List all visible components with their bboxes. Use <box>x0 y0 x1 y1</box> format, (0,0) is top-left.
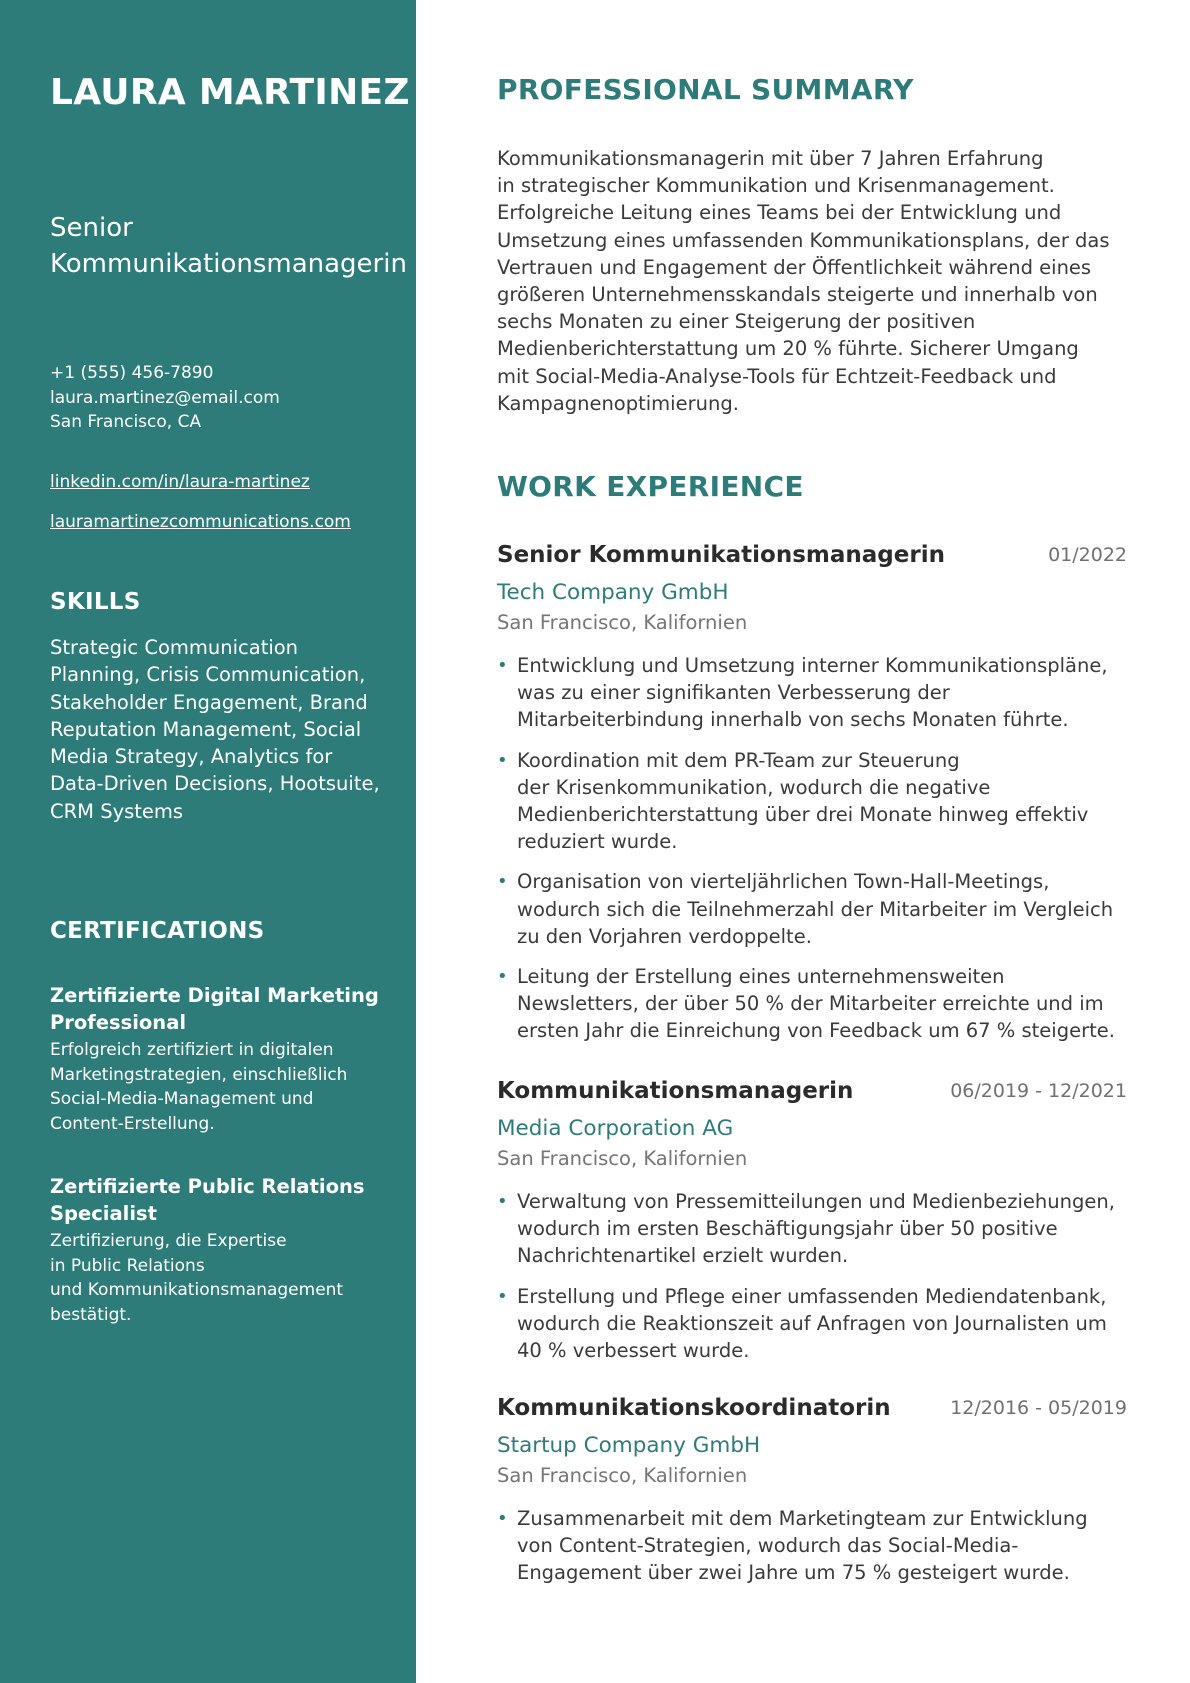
bullet-item <box>497 652 1127 734</box>
summary-text: Kommunikationsmanagerin mit über 7 Jahren Erfahrung in strategischer Kommunikation und Krisenmanagement. Erfolgreiche Leitung eines Teams bei der Entwicklung und Umsetzung eines umfassenden Kommunikationsplans, der das Vertrauen und Engagement der Öffentlichkeit während eines größeren Unternehmensskandals steigerte und innerhalb von sechs Monaten zu einer Steigerung der positiven Medienberichterstattung um 20 % führte. Sicherer Umgang mit Social-Media-Analyse-Tools für Echtzeit-Feedback und Kampagnenoptimierung. <box>497 147 1110 415</box>
certification-title: Zertifizierte Digital Marketing Professional <box>50 984 379 1034</box>
website-link[interactable]: lauramartinezcommunications.com <box>50 512 351 532</box>
phone: +1 (555) 456-7890 <box>50 363 214 383</box>
bullet-text: Verwaltung von Pressemitteilungen und Medienbeziehungen, wodurch im ersten Beschäftigungsjahr über 50 positive Nachrichtenartikel erzielt wurden. <box>517 1190 1115 1268</box>
bullet-item <box>497 868 1127 950</box>
job-entry <box>497 1078 1127 1377</box>
contact-block <box>50 361 280 435</box>
bullet-text: Erstellung und Pflege einer umfassenden Mediendatenbank, wodurch die Reaktionszeit auf Anfragen von Journalisten um 40 % verbessert wurde. <box>517 1284 1107 1363</box>
certification-title: Zertifizierte Public Relations Specialist <box>50 1175 365 1225</box>
bullet-item <box>497 1505 1127 1587</box>
candidate-role: Senior Kommunikationsmanagerin <box>50 213 407 279</box>
work-heading: WORK EXPERIENCE <box>497 470 804 503</box>
job-date: 12/2016 - 05/2019 <box>950 1397 1127 1419</box>
summary-heading: PROFESSIONAL SUMMARY <box>497 73 914 106</box>
bullet-text: Koordination mit dem PR-Team zur Steuerung der Krisenkommunikation, wodurch die negative Medienberichterstattung über drei Monate hinweg effektiv reduziert wurde. <box>517 748 1089 854</box>
location: San Francisco, CA <box>50 412 202 432</box>
job-title: Senior Kommunikationsmanagerin <box>497 542 945 568</box>
company-name: Startup Company GmbH <box>497 1433 761 1458</box>
company-name: Tech Company GmbH <box>497 580 729 605</box>
job-location: San Francisco, Kalifornien <box>497 611 748 634</box>
sidebar <box>0 0 416 1683</box>
certification-description: Zertifizierung, die Expertise in Public Relations und Kommunikationsmanagement bestätigt. <box>50 1231 344 1325</box>
certifications-heading: CERTIFICATIONS <box>50 918 265 944</box>
skills-heading: SKILLS <box>50 589 141 615</box>
bullet-icon: • <box>497 1285 508 1307</box>
job-bullets <box>497 1188 1127 1364</box>
bullet-icon: • <box>497 655 508 676</box>
bullet-item <box>497 1188 1127 1270</box>
candidate-name: LAURA MARTINEZ <box>50 72 410 113</box>
job-date: 06/2019 - 12/2021 <box>950 1080 1127 1102</box>
job-title: Kommunikationskoordinatorin <box>497 1395 891 1421</box>
bullet-item <box>497 747 1127 856</box>
bullet-text: Zusammenarbeit mit dem Marketingteam zur Entwicklung von Content-Strategien, wodurch das Social-Media-Engagement über zwei Jahre um 75 % gesteigert wurde. <box>517 1507 1088 1585</box>
bullet-text: Entwicklung und Umsetzung interner Kommunikationspläne, was zu einer signifikanten Verbesserung der Mitarbeiterbindung innerhalb von sechs Monaten führte. <box>517 654 1108 732</box>
main-content <box>416 0 1190 1683</box>
bullet-text: Organisation von vierteljährlichen Town-Hall-Meetings, wodurch sich die Teilnehmerzahl der Mitarbeiter im Vergleich zu den Vorjahren verdoppelte. <box>517 870 1114 948</box>
certification-item <box>50 982 380 1136</box>
email[interactable]: laura.martinez@email.com <box>50 387 280 408</box>
bullet-icon: • <box>497 749 508 771</box>
bullet-icon: • <box>497 1508 508 1529</box>
skills-text: Strategic Communication Planning, Crisis Communication, Stakeholder Engagement, Brand Reputation Management, Social Media Strategy, Analytics for Data-Driven Decisions, Hootsuite, CRM Systems <box>50 636 380 823</box>
company-name: Media Corporation AG <box>497 1116 734 1141</box>
job-date: 01/2022 <box>1048 544 1127 566</box>
bullet-item <box>497 963 1127 1045</box>
job-location: San Francisco, Kalifornien <box>497 1147 748 1170</box>
job-location: San Francisco, Kalifornien <box>497 1464 748 1487</box>
job-title: Kommunikationsmanagerin <box>497 1078 854 1104</box>
job-bullets <box>497 652 1127 1045</box>
job-bullets <box>497 1505 1127 1587</box>
bullet-item <box>497 1283 1127 1365</box>
bullet-icon: • <box>497 871 508 893</box>
certification-description: Erfolgreich zertifiziert in digitalen Marketingstrategien, einschließlich Social-Media-Management und Content-Erstellung. <box>50 1040 348 1134</box>
bullet-text: Leitung der Erstellung eines unternehmensweiten Newsletters, der über 50 % der Mitarbeiter erreichte und im ersten Jahr die Einreichung von Feedback um 67 % steigerte. <box>517 965 1115 1043</box>
linkedin-link[interactable]: linkedin.com/in/laura-martinez <box>50 472 310 492</box>
job-entry <box>497 542 1127 1058</box>
bullet-icon: • <box>497 966 508 988</box>
job-entry <box>497 1395 1127 1600</box>
bullet-icon: • <box>497 1191 508 1212</box>
certification-item <box>50 1173 380 1327</box>
